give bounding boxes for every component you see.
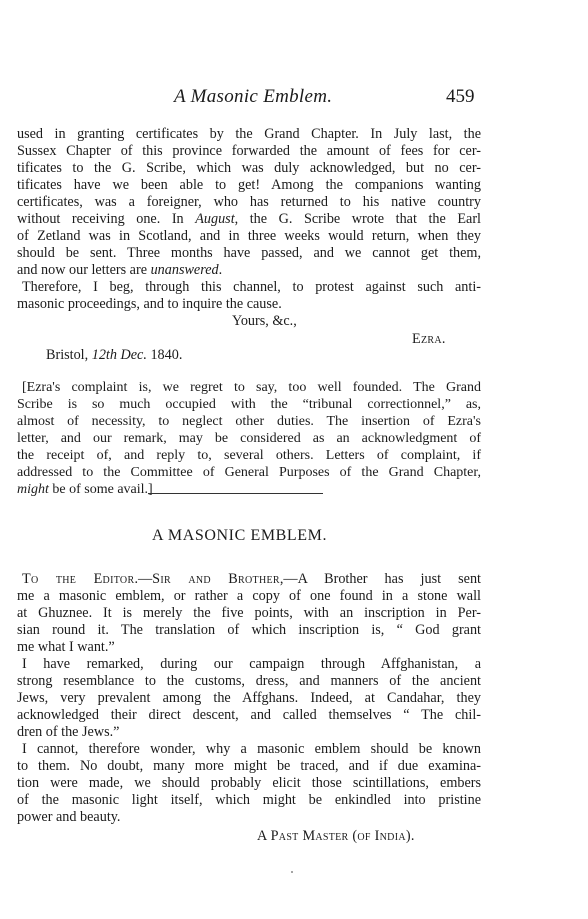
text-line: tificates to the G. Scribe, which was duly acknowledged, but no cer- (17, 160, 481, 176)
text-line (17, 211, 481, 228)
text-line: I cannot, therefore wonder, why a masonic emblem should be known (22, 741, 481, 757)
text-line: letter, and our remark, may be considered as an acknowledgment of (17, 431, 481, 446)
text-line: Therefore, I beg, through this channel, to protest against such anti- (22, 279, 481, 295)
text-line: power and beauty. (17, 809, 121, 825)
section-heading: A MASONIC EMBLEM. (152, 527, 328, 544)
text-line: should be sent. Three months have passed, and we cannot get them, (17, 245, 481, 261)
article-signature: A Past Master (of India). (257, 828, 415, 844)
page-number: 459 (446, 86, 475, 107)
text-line: masonic proceedings, and to inquire the cause. (17, 296, 282, 312)
text-line: Scribe is so much occupied with the “tribunal correctionnel,” as, (17, 397, 481, 412)
text-line: me a masonic emblem, or rather a copy of one found in a stone wall (17, 588, 481, 604)
text-line: at Ghuznee. It is merely the five points, with an inscription in Per- (17, 605, 481, 621)
text-line: of Zetland was in Scotland, and in three weeks would return, when they (17, 228, 481, 244)
text-fragment: without receiving one. In (17, 211, 196, 227)
text-fragment: . (218, 262, 223, 278)
text-line: dren of the Jews.” (17, 724, 120, 740)
date-year: 1840. (146, 347, 183, 363)
text-line: acknowledged their direct descent, and called themselves “ The chil- (17, 707, 481, 723)
text-line: the receipt of, and reply to, several others. Letters of complaint, if (17, 448, 481, 463)
date-month: Dec. (120, 347, 147, 363)
text-line: strong resemblance to the customs, dress, and manners of the ancient (17, 673, 481, 689)
italic-word: August (195, 211, 235, 227)
text-line: almost of necessity, to neglect other duties. The insertion of Ezra's (17, 414, 481, 429)
text-fragment: , the G. Scribe wrote that the Earl (234, 211, 481, 227)
text-fragment: be of some avail.] (48, 482, 153, 497)
text-line: I have remarked, during our campaign through Affghanistan, a (22, 656, 481, 672)
text-line: sian round it. The translation of which inscription is, “ God grant (17, 622, 481, 638)
text-line: certificates, was a foreigner, who has returned to his native country (17, 194, 481, 210)
letter-closing: Yours, &c., (232, 313, 297, 329)
italic-word: unanswered (150, 262, 219, 278)
text-line: Jews, very prevalent among the Affghans. Indeed, at Candahar, they (17, 690, 481, 706)
italic-word: might (17, 482, 49, 497)
ink-speck (291, 871, 293, 873)
section-divider (148, 493, 323, 494)
salutation-brother: Sir and Brother (152, 571, 280, 587)
place: Bristol, (46, 347, 92, 363)
running-title: A Masonic Emblem. (174, 86, 333, 107)
text-fragment: and now our letters are (17, 262, 151, 278)
text-line: to them. No doubt, many more might be traced, and if due examina- (17, 758, 481, 774)
date-day: 12th (91, 347, 117, 363)
text-line (17, 481, 481, 498)
text-fragment: .— (134, 571, 153, 587)
text-line: of the masonic light itself, which might be enkindled into pristine (17, 792, 481, 808)
text-line: me what I want.” (17, 639, 115, 655)
text-line: [Ezra's complaint is, we regret to say, too well founded. The Grand (22, 380, 481, 395)
salutation-editor: To the Editor (22, 571, 135, 587)
running-head (0, 86, 588, 108)
text-line (22, 571, 481, 588)
text-line: used in granting certificates by the Grand Chapter. In July last, the (17, 126, 481, 142)
text-line: Sussex Chapter of this province forwarded the amount of fees for cer- (17, 143, 481, 159)
text-fragment: ,—A Brother has just sent (279, 571, 481, 587)
text-line: addressed to the Committee of General Purposes of the Grand Chapter, (17, 465, 481, 480)
text-line (17, 262, 481, 279)
letter-signature: Ezra. (412, 331, 446, 347)
text-line: tion were made, we should probably elicit those scintillations, embers (17, 775, 481, 791)
text-line: tificates have we been able to get! Among the companions wanting (17, 177, 481, 193)
letter-place-date (46, 347, 182, 364)
